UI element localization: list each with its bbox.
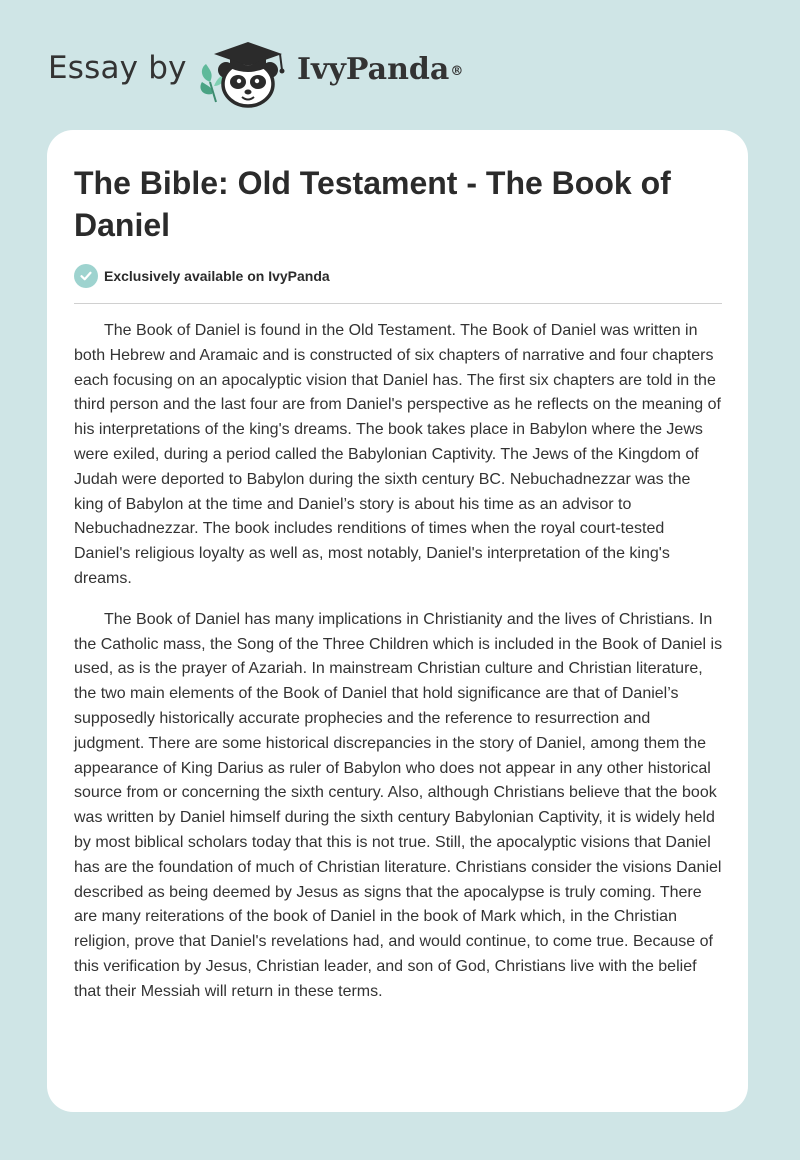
article-card — [47, 130, 748, 1112]
article-title: The Bible: Old Testament - The Book of Daniel — [74, 165, 671, 243]
divider — [74, 303, 722, 304]
exclusive-badge-label: Exclusively available on IvyPanda — [104, 268, 330, 284]
check-icon — [74, 264, 98, 288]
paragraph: The Book of Daniel is found in the Old Testament. The Book of Daniel was written in both Hebrew and Aramaic and is constructed of six chapters of narrative and four chapters each focusing on an apocalyptic vision that Daniel has. The first six chapters are told in the third person and the last four are from Daniel's perspective as he reflects on the meaning of his interpretations of the king's dreams. The book takes place in Babylon where the Jews were exiled, during a period called the Babylonian Captivity. The Jews of the Kingdom of Judah were deported to Babylon during the sixth century BC. Nebuchadnezzar was the king of Babylon at the time and Daniel’s story is about his time as an advisor to Nebuchadnezzar. The book includes renditions of times when the royal court-tested Daniel's religious loyalty as well as, most notably, Daniel's interpretation of the king's dreams. — [74, 322, 721, 587]
registered-mark: ® — [450, 64, 464, 79]
essay-by-label: Essay by — [48, 50, 187, 86]
exclusive-badge — [74, 263, 330, 289]
panda-graduate-icon — [196, 36, 296, 108]
paragraph: The Book of Daniel has many implications in Christianity and the lives of Christians. In the Catholic mass, the Song of the Three Children which is included in the Book of Daniel is used, as is the prayer of Azariah. In mainstream Christian culture and Christian literature, the two main elements of the Book of Daniel that hold significance are that of Daniel’s supposedly historically accurate prophecies and the reference to resurrection and judgment. There are some historical discrepancies in the story of Daniel, among them the appearance of King Darius as ruler of Babylon who does not appear in any other historical source from or concerning the sixth century. Also, although Christians believe that the book was written by Daniel himself during the sixth century Babylonian Captivity, it is widely held by most biblical scholars today that this is not true. Still, the apocalyptic visions that Daniel has are the foundation of much of Christian literature. Christians consider the visions Daniel described as being deemed by Jesus as signs that the apocalypse is truly coming. There are many reiterations of the book of Daniel in the book of Mark which, in the Christian religion, prove that Daniel's revelations had, and would continue, to come true. Because of this verification by Jesus, Christian leader, and son of God, Christians live with the belief that their Messiah will return in these terms. — [74, 610, 723, 1000]
brand-name: IvyPanda® — [297, 52, 464, 87]
site-header — [0, 0, 800, 120]
article-body — [74, 319, 724, 1021]
